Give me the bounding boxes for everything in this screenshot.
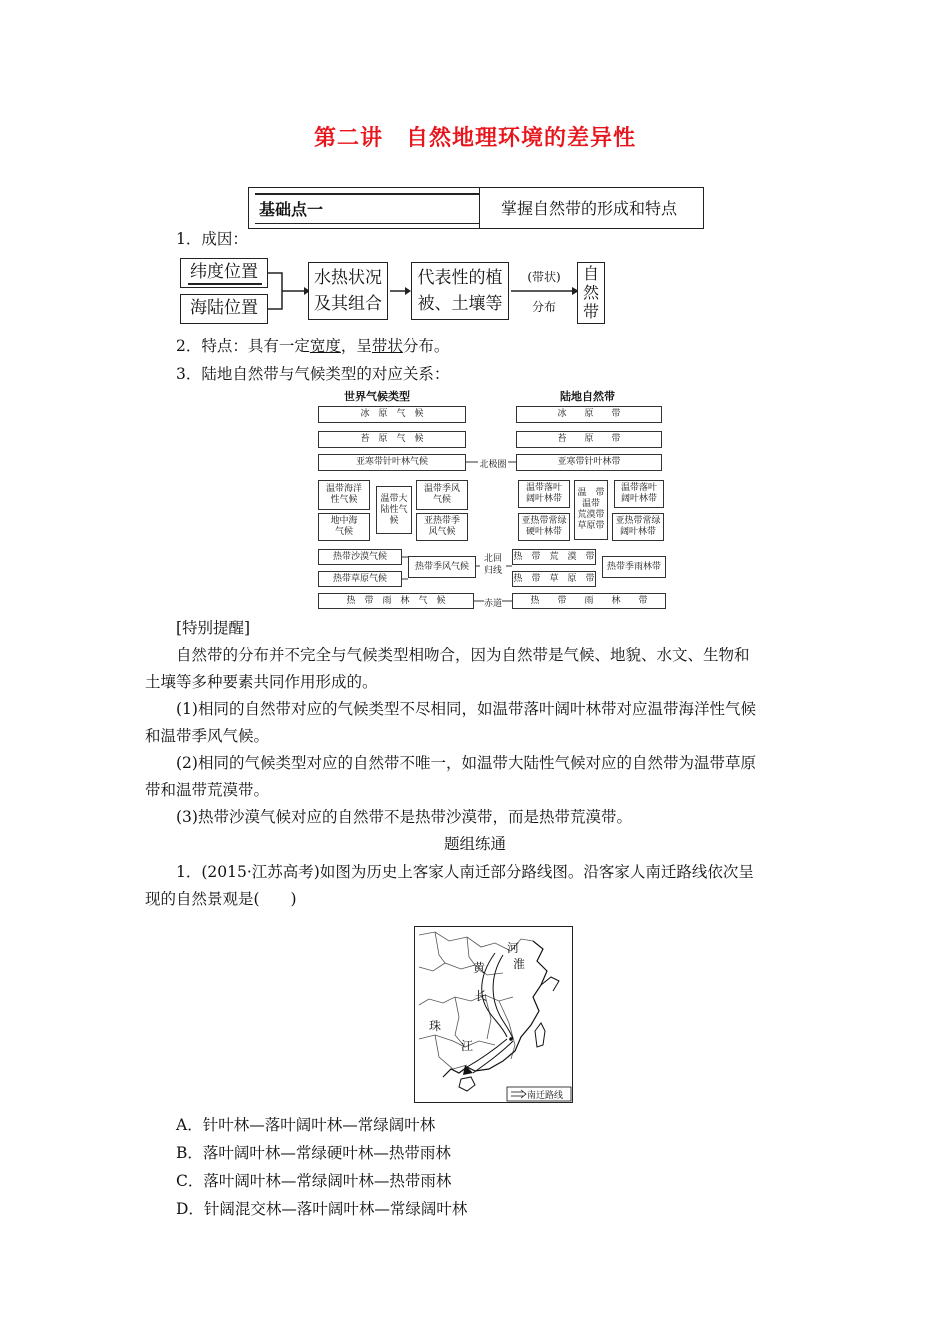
map-label-jiang: 江: [461, 1039, 474, 1053]
zone-sclerophyll: [518, 513, 570, 541]
flow-underline: [188, 283, 262, 285]
note-p3-line2: 带和温带荒漠带。: [145, 781, 270, 799]
climate-monsoon-l1: 温带季风: [423, 484, 460, 494]
flow-zone-char-1: 自: [582, 264, 599, 283]
label-equator: 赤道: [483, 599, 502, 609]
zone-temperate-deciduous-2: [614, 480, 664, 508]
map-label-huai: 淮: [513, 957, 526, 971]
note-heading: [特别提醒]: [176, 619, 251, 637]
key-point-label: 基础点一: [259, 200, 324, 219]
zone-evergreen-l1: 亚热带常绿: [615, 516, 661, 526]
climate-monsoon-l2: 气候: [432, 495, 451, 505]
climate-subarctic: 亚寒带针叶林气候: [318, 454, 466, 471]
zone-temperate-desert: 荒漠带: [577, 510, 605, 520]
flow-water-heat-line2: 及其组合: [314, 294, 382, 314]
note-p1-line1: 自然带的分布并不完全与气候类型相吻合，因为自然带是气候、地貌、水文、生物和: [176, 646, 750, 664]
map-drawing: [415, 927, 572, 1102]
flow-arrow-top-label: (带状): [527, 270, 561, 284]
zone-temperate-dry: [574, 480, 608, 540]
zone-evergreen-l2: 阔叶林带: [619, 527, 656, 537]
key-point-text: 掌握自然带的形成和特点: [501, 199, 678, 218]
zone-decid2-l2: 阔叶林带: [620, 494, 657, 504]
zone-decid-l1: 温带落叶: [525, 483, 562, 493]
zone-tropical-savanna: 热 带 草 原 带: [512, 571, 596, 587]
option-d[interactable]: D．针阔混交林—落叶阔叶林—常绿阔叶林: [176, 1200, 468, 1218]
flow-vegetation-line2: 被、土壤等: [417, 294, 503, 314]
item-2: [176, 336, 449, 356]
zone-tropical-rainforest: 热 带 雨 林 带: [512, 593, 666, 609]
flow-water-heat-box: [308, 262, 388, 320]
note-p2-line1: (1)相同的自然带对应的气候类型不尽相同，如温带落叶阔叶林带对应温带海洋性气候: [176, 700, 756, 718]
formation-flow-diagram: [180, 256, 610, 324]
zone-scler-l1: 亚热带常绿: [521, 516, 567, 526]
item-2-suffix: 分布。: [402, 337, 450, 355]
zone-decid-l2: 阔叶林带: [525, 494, 562, 504]
climate-maritime-l2: 性气候: [330, 495, 358, 505]
option-a[interactable]: A．针叶林—落叶阔叶林—常绿阔叶林: [176, 1116, 436, 1134]
climate-continental-l1: 温带大: [380, 493, 408, 504]
climate-tropical-desert: 热带沙漠气候: [318, 549, 402, 565]
section-heading: 题组练通: [443, 835, 506, 853]
climate-med-l1: 地中海: [330, 516, 358, 526]
zone-subtropical-evergreen: [612, 513, 664, 541]
flow-land-sea-label: 海陆位置: [190, 298, 258, 318]
item-2-mid: ，呈: [340, 337, 372, 355]
diagram-head-natural: 陆地自然带: [560, 390, 615, 403]
key-point-label-frame: [255, 193, 479, 224]
zone-decid2-l1: 温带落叶: [620, 483, 657, 493]
climate-subtrop-l1: 亚热带季: [423, 516, 460, 526]
key-point-divider: [479, 188, 480, 228]
item-2-banded: 带状: [371, 337, 403, 355]
question-1-line1: 1．(2015·江苏高考)如图为历史上客家人南迁部分路线图。沿客家人南迁路线依次呈: [176, 863, 754, 881]
option-b[interactable]: B．落叶阔叶林—常绿硬叶林—热带雨林: [176, 1144, 451, 1162]
flow-arrow-bottom-label: 分布: [531, 300, 556, 314]
climate-continental-l2: 陆性气: [380, 504, 408, 515]
flow-latitude-label: 纬度位置: [190, 262, 258, 282]
flow-merge-arrow: [268, 256, 308, 324]
map-label-zhu: 珠: [429, 1019, 442, 1033]
map-label-chang: 长: [475, 989, 488, 1003]
zone-temperate-steppe: 草原带: [577, 521, 605, 531]
climate-ice: 冰 原 气 候: [318, 406, 466, 423]
flow-natural-zone-box: [577, 262, 605, 324]
zone-temperate-deciduous: [518, 480, 570, 508]
label-tropic-l1: 北回: [483, 554, 502, 564]
map-label-he: 河: [507, 941, 520, 955]
flow-water-heat-line1: 水热状况: [314, 268, 382, 288]
item-2-prefix: 2．特点：具有一定: [176, 337, 310, 355]
climate-tropical-monsoon: 热带季风气候: [408, 556, 476, 578]
flow-arrow-2: [388, 256, 412, 324]
climate-med-l2: 气候: [334, 527, 353, 537]
zone-ice: 冰 原 带: [516, 406, 662, 423]
page-title: 第二讲 自然地理环境的差异性: [313, 126, 636, 151]
zone-scler-l2: 硬叶林带: [525, 527, 562, 537]
flow-zone-char-3: 带: [582, 302, 599, 321]
climate-subtrop-l2: 风气候: [428, 527, 456, 537]
climate-tundra: 苔 原 气 候: [318, 431, 466, 448]
note-p1-line2: 土壤等多种要素共同作用形成的。: [145, 673, 378, 691]
item-3-heading: 3．陆地自然带与气候类型的对应关系：: [176, 365, 450, 383]
map-legend-label: 南迁路线: [527, 1091, 564, 1101]
hakka-migration-map: [414, 926, 573, 1103]
key-point-box: [248, 187, 704, 229]
label-tropic-l2: 归线: [483, 566, 502, 576]
flow-zone-char-2: 然: [582, 283, 599, 302]
flow-vegetation-box: [411, 262, 509, 320]
item-2-width: 宽度: [309, 337, 341, 355]
zone-tundra: 苔 原 带: [516, 431, 662, 448]
note-p3-line1: (2)相同的气候类型对应的自然带不唯一，如温带大陆性气候对应的自然带为温带草原: [176, 754, 756, 772]
climate-tropical-savanna: 热带草原气候: [318, 571, 402, 587]
zone-taiga: 亚寒带针叶林带: [516, 454, 662, 471]
zone-temperate-l1: 温 带: [577, 488, 605, 498]
flow-vegetation-line1: 代表性的植: [417, 268, 503, 288]
note-p4: (3)热带沙漠气候对应的自然带不是热带沙漠带，而是热带荒漠带。: [176, 808, 632, 826]
zone-tropical-monsoon-forest: 热带季雨林带: [602, 556, 666, 578]
option-c[interactable]: C．落叶阔叶林—常绿阔叶林—热带雨林: [176, 1172, 452, 1190]
label-arctic-circle: 北极圈: [479, 460, 507, 470]
diagram-head-climate: 世界气候类型: [344, 390, 410, 403]
question-1-line2: 现的自然景观是( ): [145, 890, 297, 908]
climate-tropical-rainforest: 热 带 雨 林 气 候: [318, 593, 474, 609]
climate-zone-diagram: [316, 386, 668, 610]
zone-tropical-desert: 热 带 荒 漠 带: [512, 549, 596, 565]
flow-land-sea-box: [180, 294, 268, 324]
climate-maritime-l1: 温带海洋: [325, 484, 362, 494]
zone-temperate-l2: 温带: [581, 499, 600, 509]
label-tropic-cancer: [478, 553, 508, 577]
item-1-heading: 1．成因：: [176, 230, 248, 248]
climate-continental-l3: 候: [389, 515, 399, 526]
note-p2-line2: 和温带季风气候。: [145, 727, 270, 745]
map-label-huang: 黄: [473, 961, 486, 975]
